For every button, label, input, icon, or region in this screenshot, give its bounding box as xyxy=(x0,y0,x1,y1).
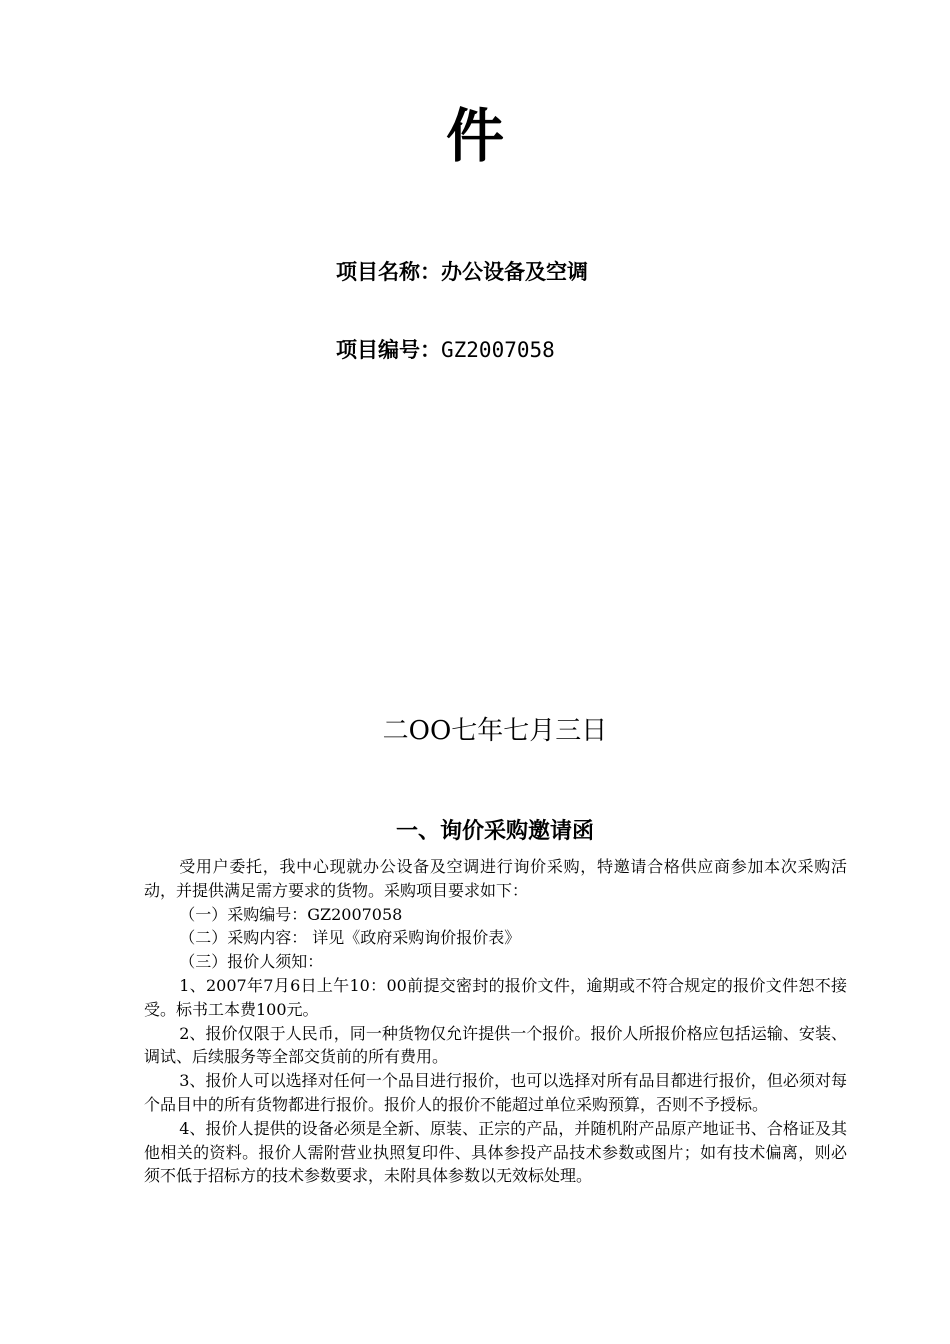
rule-paragraph-2: 2、报价仅限于人民币，同一种货物仅允许提供一个报价。报价人所报价格应包括运输、安装、调试、后续服务等全部交货前的所有费用。 xyxy=(144,1023,847,1067)
rule-paragraph-3: 3、报价人可以选择对任何一个品目进行报价，也可以选择对所有品目都进行报价，但必须对每个品目中的所有货物都进行报价。报价人的报价不能超过单位采购预算，否则不予授标。 xyxy=(144,1071,847,1114)
project-name-label: 项目名称： xyxy=(336,260,441,284)
project-code-line xyxy=(336,336,555,364)
item-bidder-notice: （三）报价人须知： xyxy=(179,952,324,972)
project-name-line xyxy=(336,258,588,286)
item-procurement-content: （二）采购内容： 详见《政府采购询价报价表》 xyxy=(179,928,521,948)
section-title: 一、询价采购邀请函 xyxy=(395,819,594,844)
project-code-label: 项目编号： xyxy=(336,338,441,362)
cover-title-char: 件 xyxy=(445,102,504,170)
project-code-value: GZ2007058 xyxy=(441,338,555,362)
project-name-value: 办公设备及空调 xyxy=(441,260,588,284)
intro-paragraph: 受用户委托，我中心现就办公设备及空调进行询价采购，特邀请合格供应商参加本次采购活动，并提供满足需方要求的货物。采购项目要求如下： xyxy=(144,857,847,900)
rule-paragraph-4: 4、报价人提供的设备必须是全新、原装、正宗的产品，并随机附产品原产地证书、合格证及其他相关的资料。报价人需附营业执照复印件、具体参投产品技术参数或图片；如有技术偏离，则必须不低于招标方的技术参数要求，未附具体参数以无效标处理。 xyxy=(144,1118,847,1186)
section-body xyxy=(144,855,847,1188)
cover-date: 二OO七年七月三日 xyxy=(382,716,608,746)
rule-paragraph-1: 1、2007年7月6日上午10：00前提交密封的报价文件，逾期或不符合规定的报价文件恕不接受。标书工本费100元。 xyxy=(144,975,847,1019)
item-procurement-code: （一）采购编号：GZ2007058 xyxy=(179,904,403,924)
